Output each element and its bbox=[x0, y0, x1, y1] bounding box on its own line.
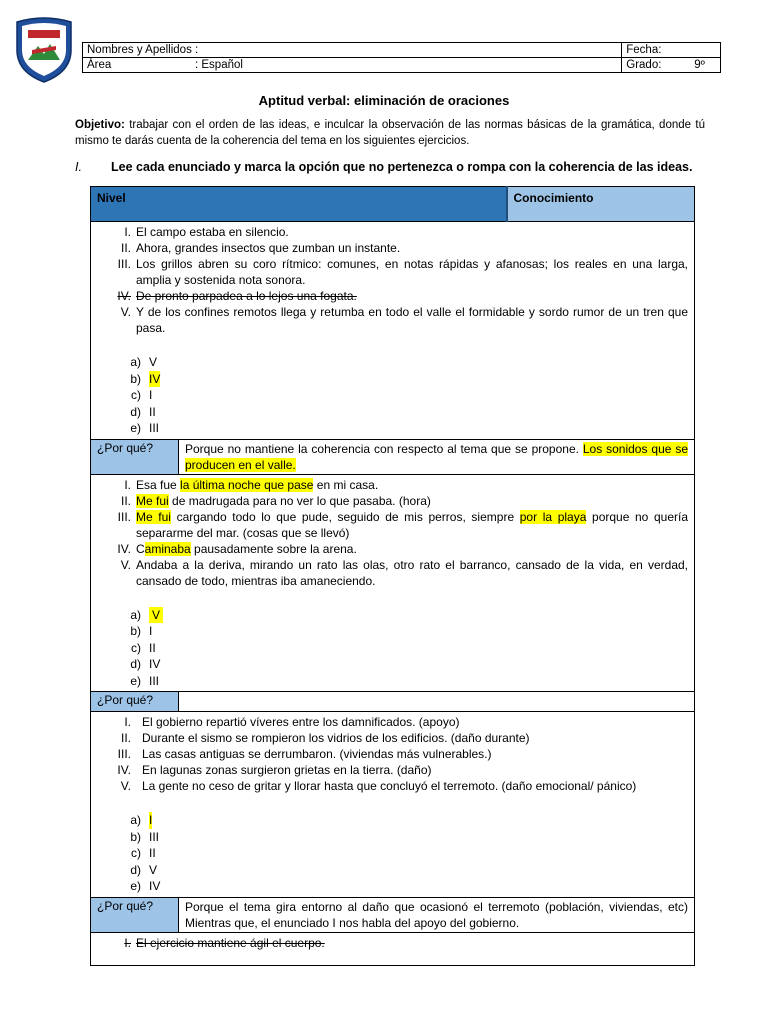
option-a[interactable] bbox=[97, 354, 688, 371]
option-letter: e) bbox=[130, 673, 141, 688]
option-value: III bbox=[149, 421, 160, 435]
text-part: porque no quería separarme del mar. (cosas que se llevó) bbox=[136, 509, 689, 540]
option-b[interactable] bbox=[97, 623, 688, 640]
name-label: Nombres y Apellidos : bbox=[87, 44, 199, 56]
sentence-text bbox=[136, 509, 688, 541]
option-value: V bbox=[149, 862, 158, 877]
sentence-number: II. bbox=[120, 731, 131, 745]
exercise-2 bbox=[91, 474, 695, 692]
text-part: Esa fue bbox=[136, 477, 181, 492]
instruction-number: I. bbox=[75, 160, 82, 174]
why-answer-2[interactable] bbox=[179, 692, 695, 712]
sentence bbox=[97, 256, 688, 288]
exercise-3 bbox=[91, 712, 695, 898]
sentence bbox=[97, 477, 688, 493]
sentence-number: II. bbox=[120, 241, 131, 255]
option-value-highlighted: IV bbox=[149, 371, 161, 386]
why-answer-3[interactable]: Porque el tema gira entorno al daño que ocasionó el terremoto (población, viviendas, etc) Mientras que, el enunciado I nos habla del apoyo del gobierno. bbox=[179, 897, 695, 932]
name-field[interactable] bbox=[83, 43, 622, 58]
option-letter: d) bbox=[130, 862, 141, 877]
option-letter: e) bbox=[130, 879, 141, 893]
objective-text: trabajar con el orden de las ideas, e inculcar la observación de las normas básicas de la gramática, donde tú mismo te darás cuenta de la coherencia del tema en los siguientes ejercicios. bbox=[75, 119, 705, 147]
answer-options bbox=[97, 812, 688, 895]
sentence bbox=[97, 509, 688, 541]
instruction-text: Lee cada enunciado y marca la opción que no pertenezca o rompa con la coherencia de las ideas. bbox=[111, 160, 693, 174]
sentence bbox=[97, 778, 688, 794]
option-value-highlighted: V bbox=[149, 607, 163, 624]
option-letter: a) bbox=[130, 813, 141, 827]
option-letter: e) bbox=[130, 421, 141, 435]
text-part: cargando todo lo que pude, seguido de mis perros, siempre bbox=[170, 509, 520, 524]
option-value: II bbox=[149, 404, 156, 419]
why-label: ¿Por qué? bbox=[91, 897, 179, 932]
school-crest-logo bbox=[14, 16, 74, 84]
option-value: III bbox=[149, 829, 160, 844]
option-b[interactable] bbox=[97, 829, 688, 846]
sentence-number: II. bbox=[120, 493, 131, 508]
option-value: IV bbox=[149, 657, 161, 671]
sentence bbox=[97, 557, 688, 589]
text-highlight: por la playa bbox=[519, 509, 587, 524]
sentence-text: El gobierno repartió víveres entre los damnificados. (apoyo) bbox=[142, 715, 460, 729]
option-letter: b) bbox=[130, 829, 141, 844]
sentence bbox=[97, 730, 688, 746]
sentence-number: III. bbox=[117, 257, 131, 271]
sentence-number: I. bbox=[124, 715, 131, 729]
option-letter: b) bbox=[130, 371, 141, 386]
option-letter: b) bbox=[130, 624, 141, 638]
sentence bbox=[97, 762, 688, 778]
option-letter: c) bbox=[131, 846, 141, 860]
sentence bbox=[97, 240, 688, 256]
sentence-number: IV. bbox=[117, 763, 131, 777]
text-part: pausadamente sobre la arena. bbox=[190, 541, 357, 556]
sentence bbox=[97, 493, 688, 509]
answer-options bbox=[97, 354, 688, 437]
area-label: Área bbox=[87, 59, 112, 71]
sentence-number: IV. bbox=[117, 541, 131, 556]
sentence-text: El campo estaba en silencio. bbox=[136, 225, 289, 239]
sentence-number: III. bbox=[117, 747, 131, 761]
option-letter: c) bbox=[131, 640, 141, 655]
why-label: ¿Por qué? bbox=[91, 439, 179, 474]
text-part: C bbox=[136, 541, 145, 556]
objective-paragraph bbox=[75, 117, 705, 149]
why-highlight: Los sonidos que se producen en el valle. bbox=[185, 441, 688, 472]
option-d[interactable] bbox=[97, 862, 688, 879]
sentence-text: El ejercicio mantiene ágil el cuerpo. bbox=[136, 935, 325, 950]
option-value: II bbox=[149, 846, 156, 860]
option-letter: d) bbox=[130, 404, 141, 419]
page-title: Aptitud verbal: eliminación de oraciones bbox=[258, 93, 510, 108]
area-value: : Español bbox=[195, 59, 243, 71]
sentence bbox=[97, 541, 688, 557]
option-value-highlighted: I bbox=[149, 813, 153, 827]
sentence-text bbox=[136, 541, 688, 557]
option-b[interactable] bbox=[97, 371, 688, 388]
sentence bbox=[97, 304, 688, 336]
option-d[interactable] bbox=[97, 404, 688, 421]
sentence-text: Los grillos abren su coro rítmico: comunes, en notas rápidas y afanosas; los reales en una larga, amplia y sostenida nota sonora. bbox=[136, 257, 688, 287]
sentence-text: De pronto parpadea a lo lejos una fogata. bbox=[136, 289, 357, 303]
option-value: II bbox=[149, 640, 156, 655]
option-c[interactable] bbox=[97, 640, 688, 657]
option-a[interactable] bbox=[97, 812, 688, 829]
why-answer-1[interactable] bbox=[179, 439, 695, 474]
option-e[interactable] bbox=[97, 878, 688, 895]
level-header: Nivel bbox=[91, 187, 507, 222]
sentence bbox=[97, 714, 688, 730]
answer-options bbox=[97, 607, 688, 690]
exercise-1 bbox=[91, 222, 695, 440]
sentence-text: Durante el sismo se rompieron los vidrios de los edificios. (daño durante) bbox=[142, 731, 530, 745]
sentence-number: V. bbox=[120, 305, 131, 319]
sentence-number: IV. bbox=[117, 289, 131, 303]
instruction bbox=[75, 160, 715, 174]
sentence-struck bbox=[97, 935, 688, 951]
sentence-number: I. bbox=[124, 225, 131, 239]
text-part: en mi casa. bbox=[313, 477, 379, 492]
sentence-struck bbox=[97, 288, 688, 304]
student-info-table bbox=[82, 42, 721, 73]
option-e[interactable] bbox=[97, 420, 688, 437]
grade-value: 9º bbox=[694, 59, 705, 71]
sentence-text: En lagunas zonas surgieron grietas en la tierra. (daño) bbox=[142, 763, 432, 777]
grade-field bbox=[622, 58, 721, 73]
sentence-text: Andaba a la deriva, mirando un rato las olas, otro rato el barranco, cansado de la vida, en verdad, cansado de todo, mientras iba amaneciendo. bbox=[136, 557, 688, 588]
option-letter: c) bbox=[131, 388, 141, 402]
sentence-text: Ahora, grandes insectos que zumban un instante. bbox=[136, 241, 401, 255]
sentence-text bbox=[136, 493, 688, 509]
area-field bbox=[83, 58, 622, 73]
sentence-text: Y de los confines remotos llega y retumba en todo el valle el formidable y sordo rumor de un tren que pasa. bbox=[136, 305, 688, 335]
text-highlight: Me fui bbox=[136, 493, 169, 508]
option-letter: a) bbox=[130, 607, 141, 622]
date-label: Fecha: bbox=[626, 44, 662, 56]
exercise-table bbox=[90, 186, 695, 966]
option-value: V bbox=[149, 355, 158, 369]
sentence-number: III. bbox=[117, 509, 131, 524]
sentence bbox=[97, 746, 688, 762]
option-e[interactable] bbox=[97, 673, 688, 690]
option-a[interactable] bbox=[97, 607, 688, 624]
sentence-text: Las casas antiguas se derrumbaron. (viviendas más vulnerables.) bbox=[142, 747, 492, 761]
why-text: Porque no mantiene la coherencia con respecto al tema que se propone. bbox=[185, 441, 583, 456]
text-highlight: aminaba bbox=[144, 541, 191, 556]
option-value: IV bbox=[149, 879, 161, 893]
text-highlight: la última noche que pase bbox=[180, 477, 314, 492]
exercise-4 bbox=[91, 932, 695, 965]
text-highlight: Me fui bbox=[136, 509, 171, 524]
sentence bbox=[97, 224, 688, 240]
sentence-number: I. bbox=[124, 935, 131, 950]
knowledge-header: Conocimiento bbox=[507, 187, 695, 222]
option-c[interactable] bbox=[97, 845, 688, 862]
grade-label: Grado: bbox=[626, 59, 662, 71]
option-value: III bbox=[149, 673, 160, 688]
sentence-number: V. bbox=[120, 779, 131, 793]
option-letter: d) bbox=[130, 657, 141, 671]
option-letter: a) bbox=[130, 355, 141, 369]
why-label: ¿Por qué? bbox=[91, 692, 179, 712]
sentence-text bbox=[136, 477, 688, 493]
option-value: I bbox=[149, 388, 153, 402]
date-field[interactable] bbox=[622, 43, 721, 58]
sentence-text: La gente no ceso de gritar y llorar hasta que concluyó el terremoto. (daño emocional/ pánico) bbox=[142, 779, 637, 793]
option-d[interactable] bbox=[97, 656, 688, 673]
sentence-number: I. bbox=[124, 477, 131, 492]
option-c[interactable] bbox=[97, 387, 688, 404]
sentence-number: V. bbox=[120, 557, 131, 572]
option-value: I bbox=[149, 624, 153, 638]
text-part: de madrugada para no ver lo que pasaba. (hora) bbox=[168, 493, 431, 508]
objective-label: Objetivo: bbox=[75, 119, 125, 131]
